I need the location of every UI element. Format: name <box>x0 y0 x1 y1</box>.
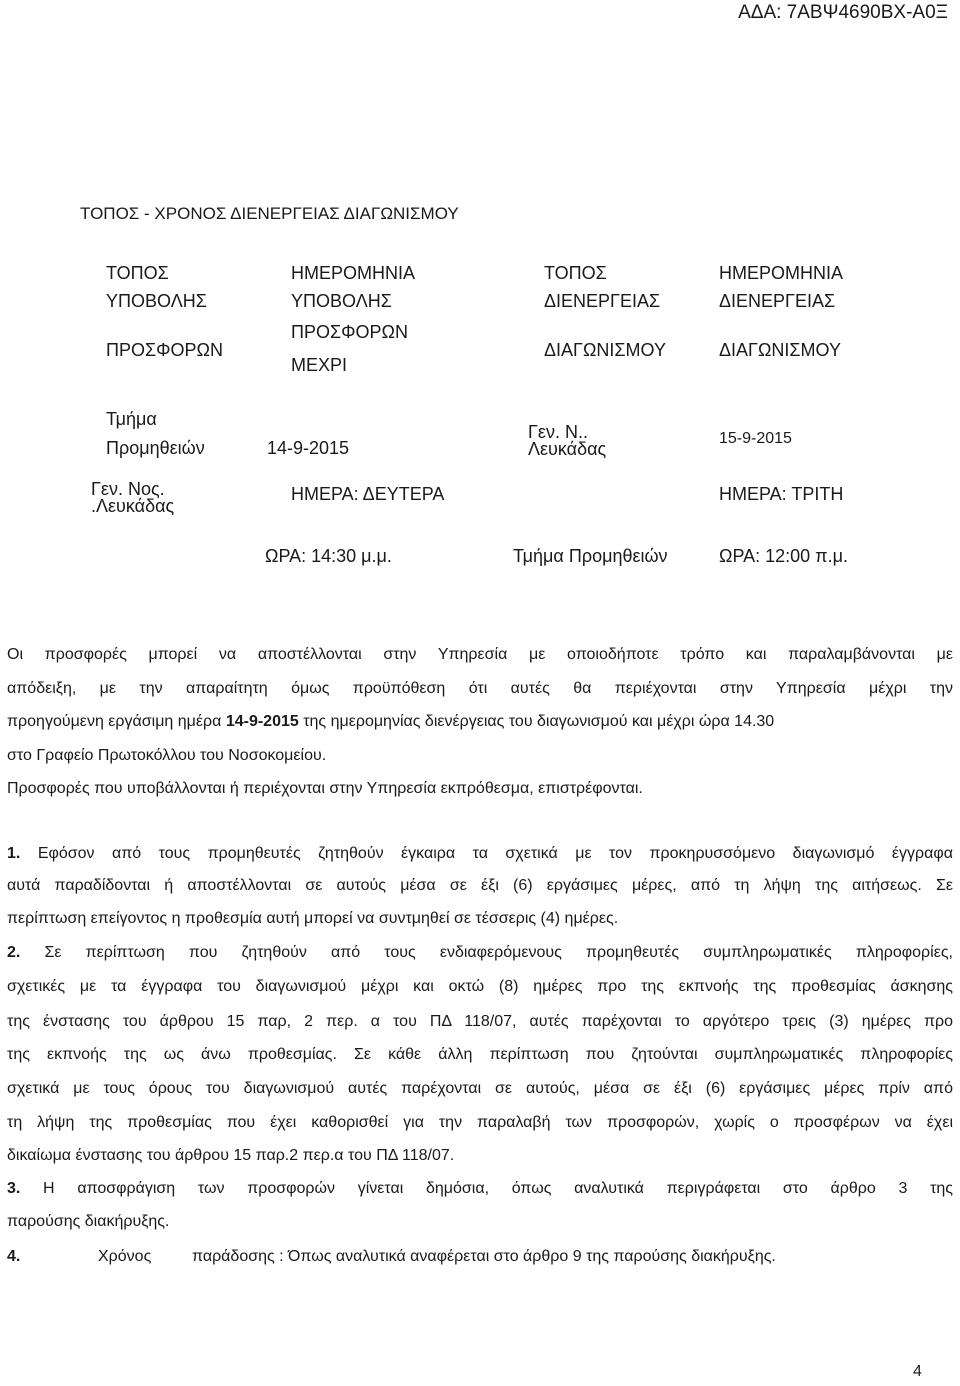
col2-day: ΗΜΕΡΑ: ΔΕΥΤΕΡΑ <box>291 484 445 504</box>
intro-line-3 <box>7 713 953 731</box>
ada-code: ΑΔΑ: 7ΑΒΨ4690ΒΧ-Α0Ξ <box>738 2 948 23</box>
intro-line-1: Οι προσφορές μπορεί να αποστέλλονται στην Υπηρεσία με οποιοδήποτε τρόπο και παραλαμβάνονται με <box>7 646 953 663</box>
col3-header-3: ΔΙΑΓΩΝΙΣΜΟΥ <box>544 340 666 360</box>
col1-header-1: ΤΟΠΟΣ <box>106 263 169 283</box>
col3-header-2: ΔΙΕΝΕΡΓΕΙΑΣ <box>544 291 661 311</box>
col4-header-1: ΗΜΕΡΟΜΗΝΙΑ <box>719 263 844 283</box>
item-2-line-7: δικαίωμα ένστασης του άρθρου 15 παρ.2 περ.α του ΠΔ 118/07. <box>7 1147 455 1164</box>
item-4-text: παράδοσης : Όπως αναλυτικά αναφέρεται στο άρθρο 9 της παρούσης διακήρυξης. <box>192 1248 776 1265</box>
col2-date: 14-9-2015 <box>267 438 350 458</box>
item-1-text-1: Εφόσον από τους προμηθευτές ζητηθούν έγκαιρα τα σχετικά με τον προκηρυσσόμενο διαγωνισμό έγγραφα <box>20 845 953 862</box>
col3-value-2: Λευκάδας <box>528 439 607 459</box>
item-4-label: Χρόνος <box>98 1248 152 1265</box>
item-2-line-5: σχετικά με τους όρους του διαγωνισμού αυτές παρέχονται σε αυτούς, μέσα σε έξι (6) εργάσιμες μέρες πρίν από <box>7 1080 953 1097</box>
section-title: ΤΟΠΟΣ - ΧΡΟΝΟΣ ΔΙΕΝΕΡΓΕΙΑΣ ΔΙΑΓΩΝΙΣΜΟΥ <box>80 204 459 223</box>
intro-line-3-part-a: προηγούμενη εργάσιμη ημέρα <box>7 713 226 730</box>
item-2-line-2: σχετικές με τα έγγραφα του διαγωνισμού μέχρι και οκτώ (8) ημέρες προ της εκπνοής της προθεσμίας άσκησης <box>7 978 953 995</box>
item-2-text-1: Σε περίπτωση που ζητηθούν από τους ενδιαφερόμενους προμηθευτές συμπληρωματικές πληροφορίες, <box>20 944 953 961</box>
col4-header-2: ΔΙΕΝΕΡΓΕΙΑΣ <box>719 291 836 311</box>
col1-value-4: .Λευκάδας <box>91 496 175 516</box>
item-2-line-1 <box>7 944 953 962</box>
col2-header-3: ΠΡΟΣΦΟΡΩΝ <box>291 322 408 342</box>
col4-time: ΩΡΑ: 12:00 π.μ. <box>719 546 848 566</box>
intro-line-3-part-c: της ημερομηνίας διενέργειας του διαγωνισμού και μέχρι ώρα 14.30 <box>298 713 775 730</box>
col1-header-3: ΠΡΟΣΦΟΡΩΝ <box>106 340 223 360</box>
col2-time: ΩΡΑ: 14:30 μ.μ. <box>265 546 392 566</box>
item-2-number: 2. <box>7 944 21 961</box>
item-2-line-4: της εκπνοής της ως άνω προθεσμίας. Σε κάθε άλλη περίπτωση που ζητούνται συμπληρωματικές πληροφορίες <box>7 1046 953 1063</box>
col2-header-1: ΗΜΕΡΟΜΗΝΙΑ <box>291 263 416 283</box>
intro-deadline-date: 14-9-2015 <box>225 713 299 730</box>
col1-header-2: ΥΠΟΒΟΛΗΣ <box>106 291 207 311</box>
item-4-number: 4. <box>7 1248 21 1265</box>
intro-line-5: Προσφορές που υποβάλλονται ή περιέχονται στην Υπηρεσία εκπρόθεσμα, επιστρέφονται. <box>7 780 643 797</box>
item-3-text-1: Η αποσφράγιση των προσφορών γίνεται δημόσια, όπως αναλυτικά περιγράφεται στο άρθρο 3 της <box>20 1180 953 1197</box>
item-2-line-6: τη λήψη της προθεσμίας που έχει καθορισθεί για την παραλαβή των προσφορών, χωρίς ο προσφέρων να έχει <box>7 1114 953 1131</box>
col2-header-2: ΥΠΟΒΟΛΗΣ <box>291 291 392 311</box>
col3-value-3: Τμήμα Προμηθειών <box>513 546 668 566</box>
page-number: 4 <box>913 1363 922 1380</box>
item-1-line-1 <box>7 845 953 863</box>
col4-day: ΗΜΕΡΑ: ΤΡΙΤΗ <box>719 484 844 504</box>
col4-date: 15-9-2015 <box>719 430 792 447</box>
col1-value-1-text: Τμήμα <box>106 409 157 429</box>
col3-header-1: ΤΟΠΟΣ <box>544 263 607 283</box>
item-2-line-3: της ένστασης του άρθρου 15 παρ, 2 περ. α του ΠΔ 118/07, αυτές παρέχονται το αργότερο τρεις (3) ημέρες προ <box>7 1013 953 1030</box>
item-1-line-2: αυτά παραδίδονται ή αποστέλλονται σε αυτούς μέσα σε έξι (6) εργάσιμες μέρες, από τη λήψη της αιτήσεως. Σε <box>7 877 953 894</box>
item-1-number: 1. <box>7 845 21 862</box>
item-3-line-2: παρούσης διακήρυξης. <box>7 1213 170 1230</box>
intro-line-4: στο Γραφείο Πρωτοκόλλου του Νοσοκομείου. <box>7 747 327 764</box>
col3-value-1: Γεν. Ν.. <box>528 422 588 442</box>
col2-header-4: ΜΕΧΡΙ <box>291 355 348 375</box>
item-3-line-1 <box>7 1180 953 1198</box>
col1-value-2: Προμηθειών <box>106 438 205 458</box>
item-1-line-3: περίπτωση επείγοντος η προθεσμία αυτή μπορεί να συντμηθεί σε τέσσερις (4) ημέρες. <box>7 910 619 927</box>
intro-line-2: απόδειξη, με την απαραίτητη όμως προϋπόθεση ότι αυτές θα περιέχονται στην Υπηρεσία μέχρι την <box>7 680 953 697</box>
col4-header-3: ΔΙΑΓΩΝΙΣΜΟΥ <box>719 340 841 360</box>
col1-value-3: Γεν. Νος. <box>91 479 165 499</box>
item-3-number: 3. <box>7 1180 21 1197</box>
